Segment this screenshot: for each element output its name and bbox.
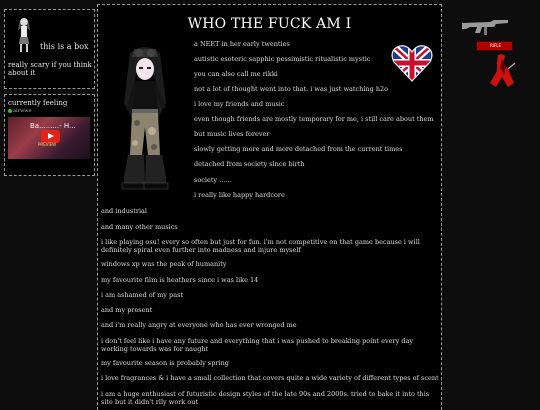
fact-line: i don't feel like i have any future and everything that i was pushed to breaking point every day working towards was for naught [101, 337, 414, 353]
video-title: Ba.........- H... [30, 122, 76, 130]
fact-line: i like playing osu! every so often but just for fun. i'm not competitive on that game because i will definitely spiral even further into madness and injure myself [101, 238, 420, 254]
fact-line: and my present [101, 306, 153, 314]
fact-line: even though friends are mostly temporary for me, i still care about them [194, 115, 434, 123]
fact-line: not a lot of thought went into that. i was just watching h2o [194, 85, 389, 93]
video-embed[interactable] [8, 117, 90, 159]
fact-line: autistic esoteric sapphic pessimistic ritualistic mystic [194, 55, 371, 63]
currently-feeling-box [4, 94, 95, 176]
fact-line: i am ashamed of my past [101, 291, 184, 299]
rifle-icon [460, 17, 510, 39]
feeling-username: airwwe [13, 108, 32, 114]
intro-title: this is a box [40, 42, 89, 51]
badge-text: RIFLE [490, 43, 502, 48]
red-figure-icon [488, 53, 516, 89]
fact-line: i really like happy hardcore [194, 191, 285, 199]
feeling-title: currently feeling [8, 99, 68, 107]
online-dot-icon [8, 109, 12, 113]
rifle-badge [476, 41, 513, 51]
fact-line: and i'm really angry at everyone who has ever wronged me [101, 321, 297, 329]
fact-line: i love fragrances & i have a small collection that covers quite a wide variety of different types of scent [101, 374, 439, 382]
fact-line: windows xp was the peak of humanity [101, 260, 227, 268]
fact-line: and many other musics [101, 223, 178, 231]
girl-figure-icon [15, 16, 33, 54]
fact-line: i am a huge enthusiast of futuristic design styles of the late 90s and 2000s. tried to bake it into this site but it didn't rlly work out [101, 390, 430, 406]
fact-line: slowly getting more and more detached from the current times [194, 145, 403, 153]
facts-list [98, 5, 441, 410]
fact-line: but music lives forever [194, 130, 270, 138]
fact-line: you can also call me rikki [194, 70, 278, 78]
fact-line: and industrial [101, 207, 147, 215]
intro-box [4, 9, 95, 89]
about-panel [97, 4, 442, 410]
fact-line: society ...... [194, 176, 232, 184]
fact-line: a NEET in her early twenties [194, 40, 290, 48]
fact-line: i love my friends and music [194, 100, 285, 108]
fact-line: my favourite film is heathers since i was like 14 [101, 276, 259, 284]
fact-line: detached from society since birth [194, 160, 305, 168]
intro-description: really scary if you think about it [8, 61, 92, 77]
page-title: WHO THE FUCK AM I [187, 16, 352, 32]
fact-line: my favourite season is probably spring [101, 359, 229, 367]
video-subtitle: PREVIEW [38, 142, 57, 147]
feeling-user [8, 107, 32, 115]
